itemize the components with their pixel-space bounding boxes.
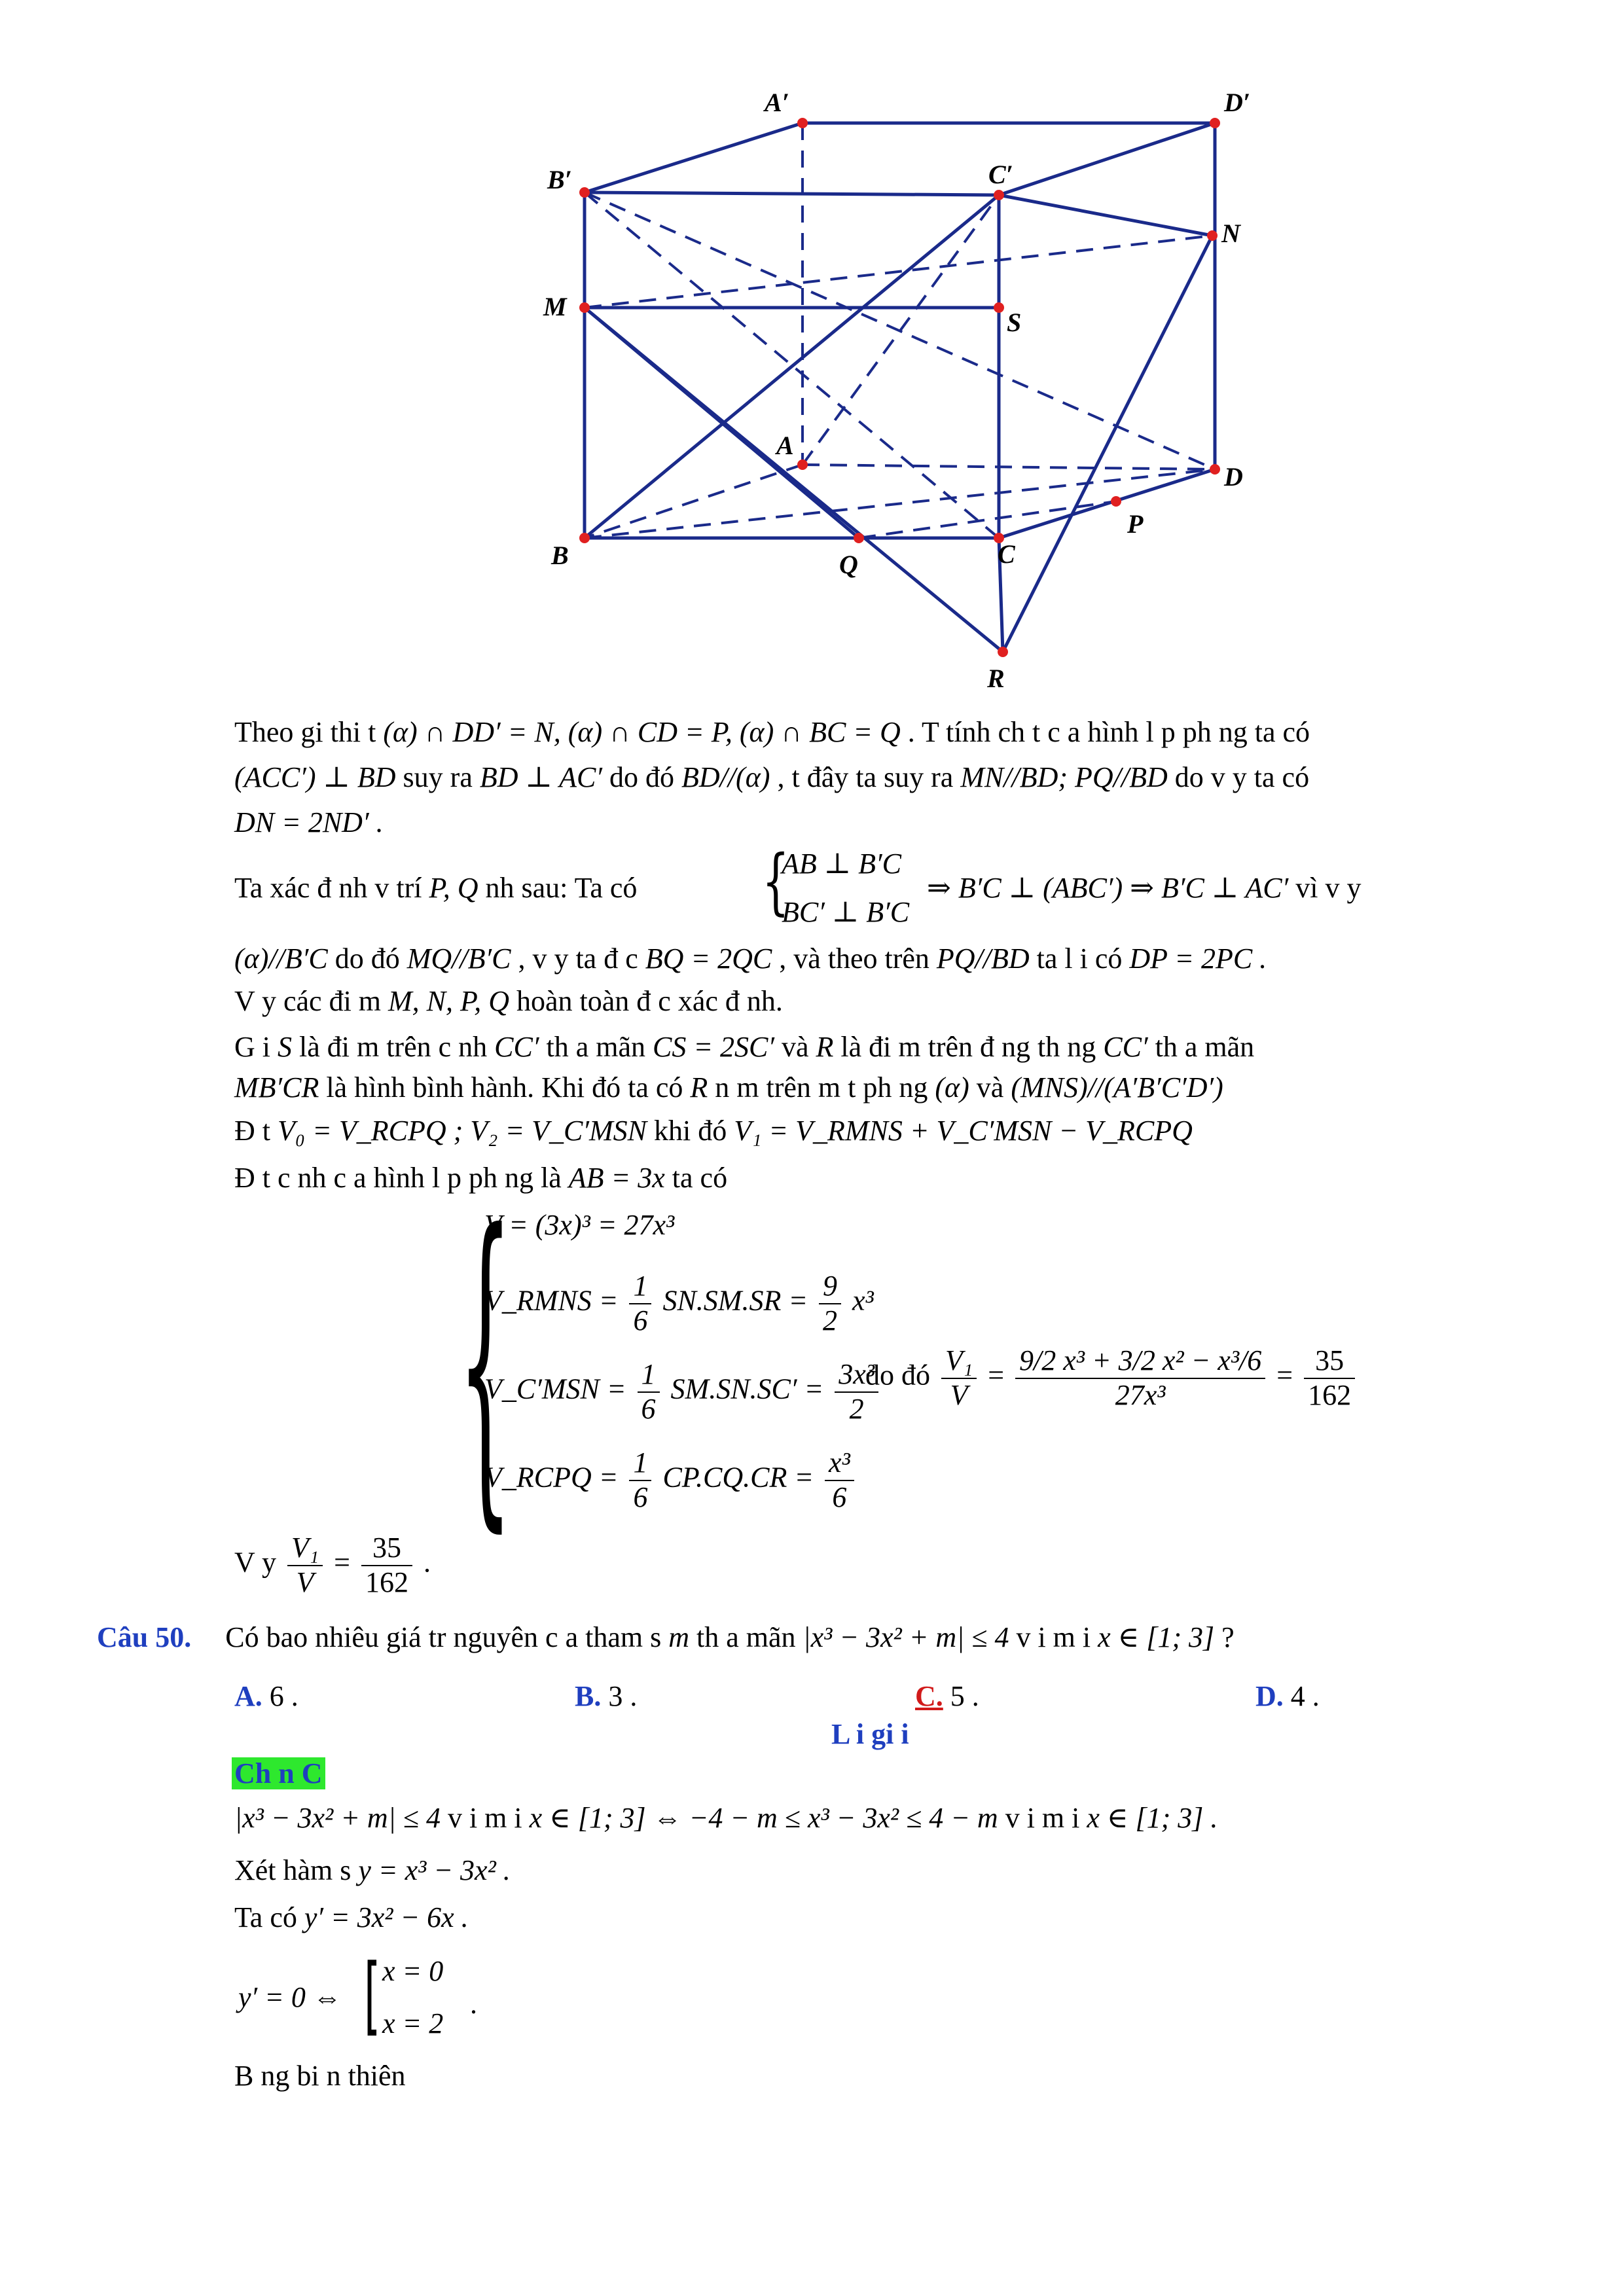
math: V₁ = V_RMNS + V_C′MSN − V_RCPQ [734, 1115, 1193, 1147]
edge-C1N [999, 195, 1212, 236]
point-P [1111, 496, 1121, 507]
text: do v y ta có [1174, 761, 1310, 793]
question-text: ? [1221, 1621, 1235, 1653]
option-letter: B. [575, 1680, 602, 1712]
text-line-3: DN = 2ND′ . [234, 806, 384, 838]
numerator: V₁ [287, 1532, 323, 1566]
denominator: 6 [641, 1392, 656, 1425]
math: m [668, 1621, 689, 1653]
solution-line-5: B ng bi n thiên [234, 2060, 406, 2092]
label-M: M [543, 292, 567, 321]
question-text: v i m i [1016, 1621, 1091, 1653]
math: (α)//B′C [234, 942, 328, 975]
text: ta có [672, 1162, 728, 1194]
numerator: 35 [1304, 1344, 1355, 1379]
text: , t đây ta suy ra [777, 761, 954, 793]
volume-CMSN [484, 1358, 882, 1426]
numerator: 1 [629, 1270, 651, 1304]
text-line-2 [234, 763, 1309, 792]
denominator: 6 [633, 1480, 648, 1513]
label-P: P [1127, 509, 1144, 539]
text: Đ t [234, 1115, 270, 1147]
solution-line-4: y′ = 0 ⇔ [238, 1981, 342, 2013]
fraction [361, 1532, 412, 1599]
text: do đó [865, 1359, 930, 1391]
math: CC′ [494, 1031, 539, 1063]
question-50 [97, 1623, 1235, 1652]
option-c[interactable] [915, 1682, 979, 1711]
label-Q: Q [839, 550, 858, 579]
question-text: Có bao nhiêu giá tr nguyên c a tham s [225, 1621, 669, 1653]
text: hoàn toàn đ c xác đ nh. [516, 985, 783, 1017]
period: . [470, 1988, 477, 2020]
math: BD ⊥ AC′ [479, 761, 602, 793]
text: v i m i [1005, 1802, 1080, 1834]
label-R: R [987, 664, 1005, 693]
fraction [638, 1358, 660, 1426]
point-A1 [797, 118, 808, 128]
text-line-5 [234, 944, 1267, 973]
big-brace: { [458, 1163, 513, 1560]
math: MB′CR [234, 1071, 319, 1103]
math: (α) ∩ DD′ = N, (α) ∩ CD = P, (α) ∩ BC = Q [383, 716, 901, 748]
fraction [287, 1532, 323, 1599]
math: M, N, P, Q [388, 985, 510, 1017]
text-line-8 [234, 1073, 1223, 1102]
answer-choice [232, 1759, 325, 1788]
math: MN//BD; PQ//BD [960, 761, 1168, 793]
math: V_RMNS = [484, 1284, 619, 1317]
math: V_C′MSN = [484, 1372, 626, 1405]
option-value: 4 . [1290, 1680, 1320, 1712]
root-2: x = 2 [382, 2007, 444, 2039]
text: là đi m trên c nh [299, 1031, 488, 1063]
cube-figure [511, 79, 1296, 707]
denominator: 6 [832, 1480, 847, 1513]
math: (ACC′) ⊥ BD [234, 761, 396, 793]
text-line-4b [927, 874, 1362, 903]
hidden-AC1 [803, 195, 999, 465]
denominator: 2 [849, 1392, 864, 1425]
text: và [976, 1071, 1004, 1103]
option-value: 3 . [608, 1680, 638, 1712]
text: , và theo trên [779, 942, 929, 975]
text: G i [234, 1031, 270, 1063]
bracket: [ [364, 1945, 381, 2045]
numerator: 35 [361, 1532, 412, 1566]
label-S: S [1007, 308, 1022, 337]
solution-line-3 [234, 1903, 469, 1932]
text: th a mãn [546, 1031, 645, 1063]
text: và [782, 1031, 809, 1063]
point-B1 [579, 187, 590, 198]
point-D [1210, 464, 1220, 475]
option-d[interactable] [1255, 1682, 1320, 1711]
math: R [816, 1031, 834, 1063]
text: vì v y [1295, 872, 1362, 904]
math: BD//(α) [681, 761, 770, 793]
hidden-QP [859, 501, 1116, 538]
fraction [1015, 1344, 1265, 1412]
math: CP.CQ.CR = [662, 1461, 814, 1494]
label-B1: B′ [547, 165, 572, 194]
final-ratio: V y $\frac{\text{V₁}}{V}$ = $\frac{35}{162}$ . [234, 1532, 431, 1598]
edge-D1C1 [999, 123, 1215, 195]
ratio-expression: do đó $\frac{\text{V₁}}{V}$ = $\frac{\text{9/2 x³ + 3/2 x² − x³/6}}{\text{27x³}}$ = $\frac{35}{162}$ [865, 1344, 1359, 1412]
text: khi đó [654, 1115, 727, 1147]
math: y = x³ − 3x² . [358, 1854, 511, 1886]
denominator: 2 [823, 1304, 838, 1336]
math: BQ = 2QC [645, 942, 772, 975]
denominator: 27x³ [1115, 1378, 1166, 1411]
label-D1: D′ [1224, 88, 1251, 117]
math: P, Q [429, 872, 478, 904]
text-line-1 [234, 718, 1310, 747]
point-C1 [994, 190, 1004, 200]
numerator: 1 [629, 1446, 651, 1481]
system-row-1: AB ⊥ B′C [782, 848, 901, 880]
edge-B1C1 [585, 192, 999, 195]
math: x ∈ [1; 3] [1098, 1621, 1215, 1653]
denominator: V [296, 1566, 314, 1598]
math: SM.SN.SC′ = [670, 1372, 824, 1405]
math: AB = 3x [568, 1162, 665, 1194]
text: nh sau: Ta có [485, 872, 638, 904]
edge-B1A1 [585, 123, 803, 192]
text: là đi m trên đ ng th ng [840, 1031, 1096, 1063]
math: R [690, 1071, 708, 1103]
text-line-9 [234, 1117, 1193, 1145]
text: V y các đi m [234, 985, 382, 1017]
math: (α) [935, 1071, 969, 1103]
denominator: V [950, 1378, 968, 1411]
numerator: 1 [638, 1358, 660, 1393]
option-b[interactable] [575, 1682, 637, 1711]
math: |x³ − 3x² + m| ≤ 4 [803, 1621, 1009, 1653]
text: th a mãn [1155, 1031, 1255, 1063]
text: . T tính ch t c a hình l p ph ng ta có [907, 716, 1310, 748]
option-value: 5 . [950, 1680, 979, 1712]
numerator: V₁ [941, 1344, 977, 1379]
text: ta l i có [1036, 942, 1123, 975]
edge-NR [1003, 236, 1212, 652]
label-N: N [1221, 219, 1240, 248]
choice-highlight: Ch n C [232, 1757, 325, 1789]
option-letter: A. [234, 1680, 262, 1712]
text: suy ra [403, 761, 473, 793]
numerator: x³ [825, 1446, 854, 1481]
denominator: 6 [633, 1304, 648, 1336]
math: (MNS)//(A′B′C′D′) [1011, 1071, 1223, 1103]
math: SN.SM.SR = [662, 1284, 808, 1317]
text: Ta xác đ nh v trí [234, 872, 422, 904]
fraction [825, 1446, 854, 1514]
text: V y [234, 1546, 276, 1579]
text: do đó [334, 942, 400, 975]
text-line-6 [234, 987, 783, 1016]
math: V_RCPQ = [484, 1461, 619, 1494]
volume-V: V = (3x)³ = 27x³ [484, 1209, 675, 1241]
fraction [629, 1270, 651, 1337]
volume-RMNS [484, 1270, 874, 1337]
hidden-AD [803, 465, 1215, 469]
solution-title: L i gi i [831, 1718, 909, 1750]
numerator: 9 [819, 1270, 841, 1304]
text-line-4 [234, 874, 637, 903]
point-S [994, 302, 1004, 313]
label-B: B [551, 541, 569, 570]
math: DP = 2PC . [1129, 942, 1267, 975]
numerator: 9/2 x³ + 3/2 x² − x³/6 [1015, 1344, 1265, 1379]
point-D1 [1210, 118, 1220, 128]
math: |x³ − 3x² + m| ≤ 4 [234, 1802, 441, 1834]
text: do đó [609, 761, 674, 793]
point-B [579, 533, 590, 543]
math: V₀ = V_RCPQ ; V₂ = V_C′MSN [278, 1115, 647, 1147]
root-1: x = 0 [382, 1955, 444, 1987]
solution-line-2 [234, 1856, 511, 1885]
option-value: 6 . [269, 1680, 298, 1712]
label-A1: A′ [765, 88, 789, 117]
text: là hình bình hành. Khi đó ta có [326, 1071, 683, 1103]
text: Ta có [234, 1901, 297, 1933]
math: x³ [852, 1284, 874, 1317]
volume-RCPQ [484, 1446, 858, 1514]
math: MQ//B′C [406, 942, 511, 975]
option-letter: C. [915, 1680, 943, 1712]
math: PQ//BD [936, 942, 1030, 975]
point-M [579, 302, 590, 313]
math: CS = 2SC′ [652, 1031, 774, 1063]
numerator: 3x³ [835, 1358, 878, 1393]
label-C: C [998, 539, 1015, 569]
brace: { [762, 839, 789, 923]
solution-line-1 [234, 1804, 1218, 1833]
text: v i m i [447, 1802, 522, 1834]
point-N [1207, 230, 1218, 241]
text: Xét hàm s [234, 1854, 359, 1886]
option-a[interactable] [234, 1682, 298, 1711]
text: Theo gi thi t [234, 716, 376, 748]
option-letter: D. [1255, 1680, 1284, 1712]
label-A: A [776, 431, 794, 460]
fraction [819, 1270, 841, 1337]
denominator: 162 [1308, 1378, 1352, 1411]
label-C1: C′ [988, 160, 1013, 189]
point-A [797, 459, 808, 470]
edge-BC1 [585, 195, 999, 538]
math: S [278, 1031, 292, 1063]
math: ⇒ B′C ⊥ (ABC′) ⇒ B′C ⊥ AC′ [927, 872, 1289, 904]
math: CC′ [1103, 1031, 1148, 1063]
text: , v y ta đ c [518, 942, 638, 975]
fraction [629, 1446, 651, 1514]
question-text: th a mãn [696, 1621, 796, 1653]
fraction [1304, 1344, 1355, 1412]
hidden-AB [585, 465, 803, 538]
question-label: Câu 50. [97, 1621, 192, 1653]
text: n m trên m t ph ng [715, 1071, 928, 1103]
math: x ∈ [1; 3] . [1087, 1802, 1218, 1834]
point-R [998, 647, 1008, 657]
point-Q [854, 533, 864, 543]
math: y′ = 3x² − 6x . [304, 1901, 469, 1933]
fraction [941, 1344, 977, 1412]
math: x ∈ [1; 3] ⇔ −4 − m ≤ x³ − 3x² ≤ 4 − m [529, 1802, 998, 1834]
text: Đ t c nh c a hình l p ph ng là [234, 1162, 562, 1194]
label-D: D [1224, 462, 1243, 492]
denominator: 162 [365, 1566, 408, 1598]
text-line-7 [234, 1033, 1254, 1062]
system-row-2: BC′ ⊥ B′C [782, 896, 910, 928]
